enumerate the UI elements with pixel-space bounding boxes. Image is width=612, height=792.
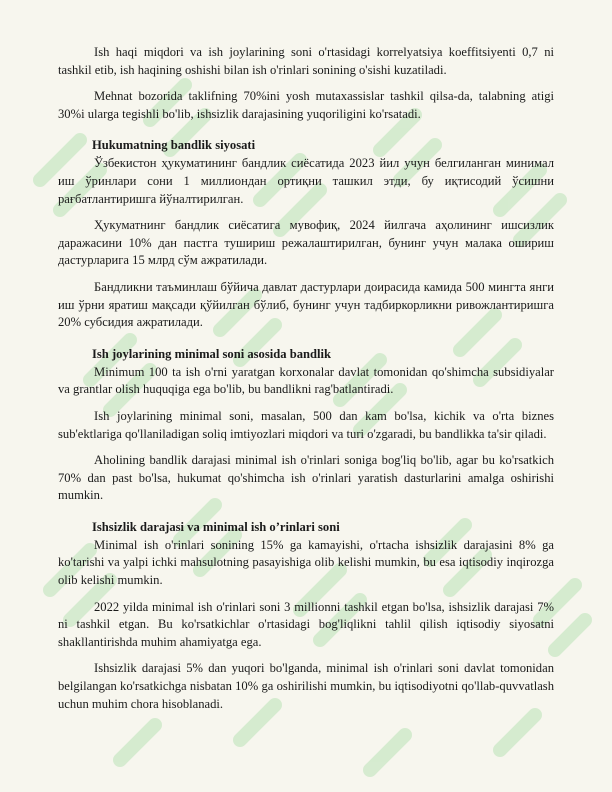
paragraph-4: Ҳукуматнинг бандлик сиёсатига мувофиқ, 2024 йилгача аҳолининг ишсизлик даражасини 10% дан пастга тушириш режалаштирилган, бунинг учун малака ошириш дастурларига 15 млрд сўм ажратилади.	[58, 218, 554, 268]
paragraph-10: 2022 yilda minimal ish o'rinlari soni 3 millionni tashkil etgan bo'lsa, ishsizlik darajasi 7% ni tashkil etgan. Bu ko'rsatkichlar o'rtasidagi bog'liqlikni tahlil qilish iqtisodiy siyosatni shakllantirishda muhim ahamiyatga ega.	[58, 599, 554, 649]
paragraph-9: Minimal ish o'rinlari sonining 15% ga kamayishi, o'rtacha ishsizlik darajasini 8% ga ko'tarishi va yalpi ichki mahsulotning pasayishiga olib kelishi mumkin, bu esa iqtisodiy inqirozga olib kelishi mumkin.	[58, 537, 554, 588]
paragraph-8: Aholining bandlik darajasi minimal ish o'rinlari soniga bog'liq bo'lib, agar bu ko'rsatkich 70% dan past bo'lsa, hukumat qo'shimcha ish o'rinlari yaratish dasturlarini amalga oshirishi mumkin.	[58, 453, 554, 503]
paragraph-2: Mehnat bozorida taklifning 70%ini yosh mutaxassislar tashkil qilsa-da, talabning atigi 30%i ularga tegishli bo'lib, ishsizlik darajasining yuqoriligini ko'rsatadi.	[58, 89, 554, 121]
section-heading-3: Ishsizlik darajasi va minimal ish o’rinlari soni	[92, 519, 340, 534]
paragraph-3: Ўзбекистон ҳукуматининг бандлик сиёсатида 2023 йил учун белгиланган минимал иш ўринлари сони 1 миллиондан ортиқни ташкил этди, бу иқтисодий ўсишни рағбатлантиришга йўналтирилган.	[58, 156, 554, 206]
paragraph-6: Minimum 100 ta ish o'rni yaratgan korxonalar davlat tomonidan qo'shimcha subsidiyalar va grantlar olish huquqiga ega bo'lib, bu bandlikni rag'batlantiradi.	[58, 364, 554, 397]
document-page	[58, 44, 554, 722]
paragraph-7: Ish joylarining minimal soni, masalan, 500 dan kam bo'lsa, kichik va o'rta biznes sub'ektlariga qo'llaniladigan soliq imtiyozlari miqdori va turi o'zgaradi, bu bandlikka ta'sir qiladi.	[58, 408, 554, 441]
paragraph-1: Ish haqi miqdori va ish joylarining soni o'rtasidagi korrelyatsiya koeffitsiyenti 0,7 ni tashkil etib, ish haqining oshishi bilan ish o'rinlari sonining o'sishi kuzatiladi.	[58, 45, 554, 77]
section-heading-1: Hukumatning bandlik siyosati	[92, 138, 256, 153]
paragraph-5: Бандликни таъминлаш бўйича давлат дастурлари доирасида камида 500 мингта янги иш ўрни яратиш мақсади қўйилган бўлиб, бунинг учун тадбиркорликни ривожлантиришга 20% субсидия ажратилади.	[58, 279, 554, 330]
section-heading-2: Ish joylarining minimal soni asosida bandlik	[92, 346, 332, 361]
paragraph-11: Ishsizlik darajasi 5% dan yuqori bo'lganda, minimal ish o'rinlari soni davlat tomonidan belgilangan ko'rsatkichga nisbatan 10% ga oshirilishi mumkin, bu iqtisodiyotni qo'llab-quvvatlash uchun muhim chora hisoblanadi.	[58, 661, 554, 711]
